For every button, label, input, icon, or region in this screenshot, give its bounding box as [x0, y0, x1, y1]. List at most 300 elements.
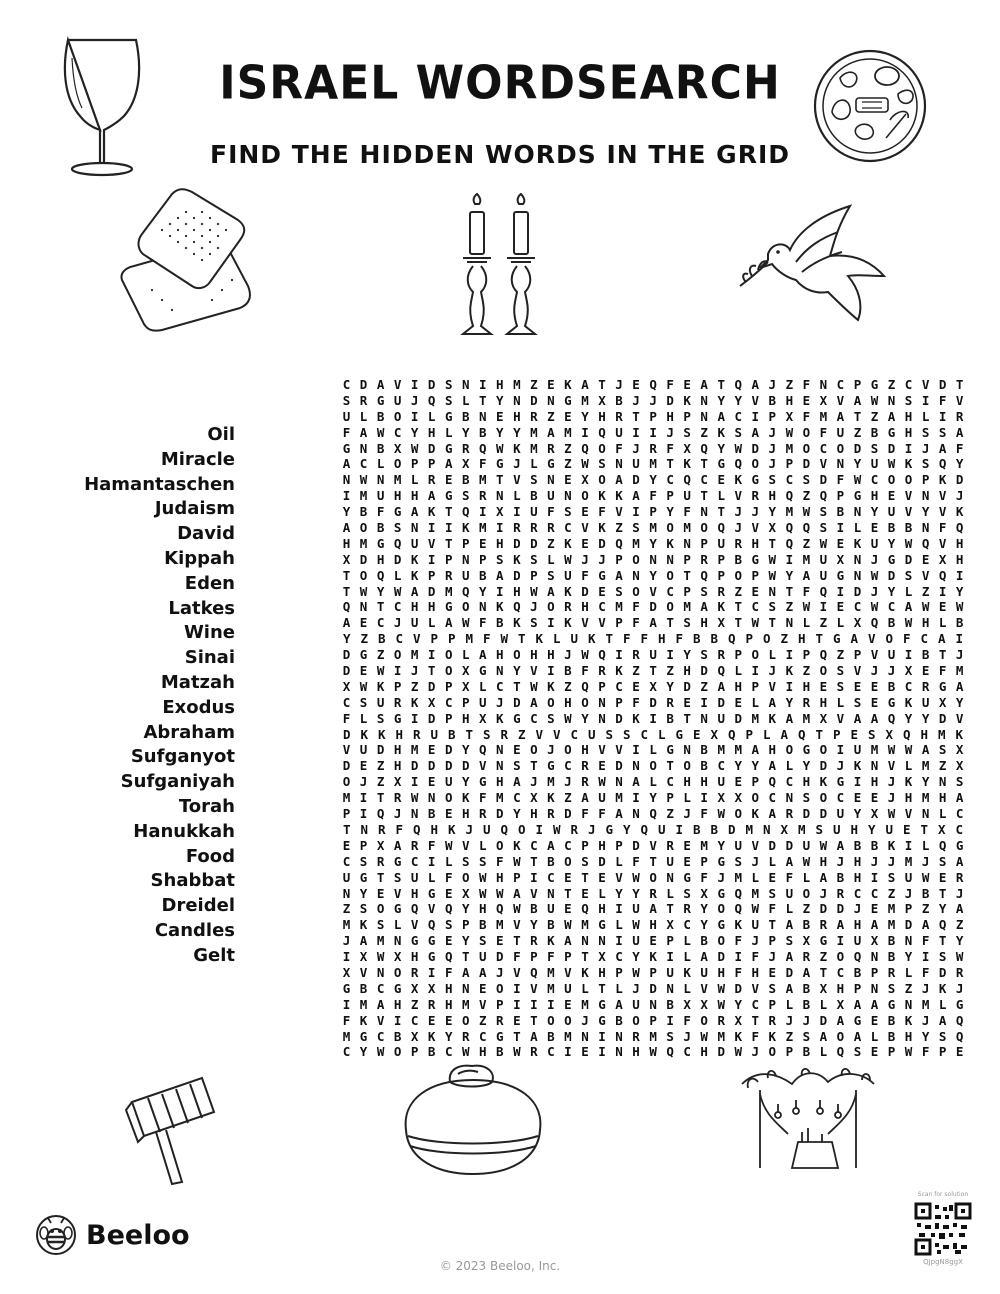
grid-cell: Q — [727, 631, 736, 647]
grid-cell: A — [785, 949, 794, 965]
grid-cell: N — [496, 663, 504, 679]
grid-cell: H — [751, 964, 760, 980]
grid-cell: R — [412, 726, 421, 742]
grid-cell: A — [342, 456, 351, 472]
grid-cell: C — [640, 726, 649, 742]
grid-cell: F — [802, 408, 811, 424]
grid-cell: U — [393, 392, 402, 408]
grid-cell: N — [632, 567, 640, 583]
grid-cell: W — [853, 472, 862, 488]
grid-cell: N — [700, 392, 708, 408]
grid-cell: Y — [887, 535, 896, 551]
grid-cell: T — [683, 710, 691, 726]
grid-cell: P — [666, 488, 674, 504]
grid-cell: X — [342, 551, 351, 567]
grid-cell: H — [410, 599, 419, 615]
grid-cell: W — [461, 1044, 470, 1060]
grid-cell: T — [444, 504, 453, 520]
grid-cell: G — [717, 917, 725, 933]
grid-cell: Y — [700, 901, 708, 917]
grid-cell: A — [615, 806, 623, 822]
grid-cell: S — [938, 424, 947, 440]
grid-cell: S — [615, 583, 623, 599]
grid-cell: X — [598, 392, 606, 408]
grid-cell: P — [717, 551, 725, 567]
grid-cell: O — [547, 694, 555, 710]
grid-cell: S — [359, 694, 368, 710]
grid-cell: M — [530, 424, 538, 440]
grid-cell: L — [649, 742, 657, 758]
grid-cell: O — [581, 488, 589, 504]
grid-cell: D — [513, 694, 521, 710]
grid-cell: D — [461, 758, 470, 774]
grid-cell: X — [427, 980, 436, 996]
grid-cell: F — [342, 710, 351, 726]
grid-cell: R — [581, 774, 589, 790]
grid-cell: L — [717, 488, 725, 504]
grid-cell: Z — [904, 980, 913, 996]
grid-cell: U — [564, 980, 572, 996]
copyright-text: © 2023 Beeloo, Inc. — [439, 1259, 561, 1273]
grid-cell: S — [815, 821, 824, 837]
grid-row — [338, 393, 968, 409]
grid-cell: D — [342, 726, 351, 742]
grid-cell: T — [564, 885, 572, 901]
grid-cell: Y — [649, 567, 657, 583]
grid-cell: R — [581, 758, 589, 774]
grid-cell: L — [683, 980, 691, 996]
grid-cell: L — [762, 726, 771, 742]
grid-cell: Z — [921, 583, 930, 599]
grid-cell: N — [700, 504, 708, 520]
grid-cell: V — [615, 742, 623, 758]
grid-cell: M — [745, 821, 754, 837]
grid-cell: I — [836, 583, 845, 599]
grid-cell: A — [785, 710, 794, 726]
grid-cell: L — [552, 631, 561, 647]
grid-cell: F — [547, 949, 555, 965]
grid-cell: B — [802, 996, 811, 1012]
grid-cell: N — [887, 392, 896, 408]
grid-cell: D — [717, 694, 725, 710]
grid-cell: V — [836, 392, 845, 408]
grid-cell: P — [836, 488, 845, 504]
grid-cell: B — [692, 631, 701, 647]
grid-cell: M — [921, 790, 930, 806]
grid-cell: G — [393, 710, 402, 726]
grid-cell: N — [938, 774, 947, 790]
grid-cell: H — [410, 885, 419, 901]
grid-cell: S — [530, 551, 538, 567]
grid-cell: I — [342, 488, 351, 504]
grid-cell: Y — [955, 933, 964, 949]
grid-cell: Y — [461, 742, 470, 758]
grid-cell: R — [427, 996, 436, 1012]
grid-cell: R — [734, 535, 742, 551]
grid-cell: P — [666, 933, 674, 949]
grid-cell: P — [444, 678, 453, 694]
grid-cell: X — [836, 996, 845, 1012]
grid-cell: R — [410, 964, 419, 980]
grid-cell: P — [904, 901, 913, 917]
grid-cell: R — [461, 1028, 470, 1044]
grid-cell: H — [410, 949, 419, 965]
grid-cell: D — [530, 535, 538, 551]
grid-cell: H — [853, 869, 862, 885]
grid-cell: A — [632, 774, 640, 790]
grid-cell: K — [410, 551, 419, 567]
grid-row — [338, 997, 968, 1013]
grid-cell: P — [615, 837, 623, 853]
grid-cell: G — [376, 535, 385, 551]
grid-cell: W — [955, 599, 964, 615]
grid-cell: N — [496, 758, 504, 774]
grid-cell: P — [768, 933, 777, 949]
grid-cell: K — [377, 726, 386, 742]
grid-cell: J — [581, 551, 589, 567]
grid-cell: G — [496, 1028, 504, 1044]
grid-cell: Y — [867, 821, 876, 837]
grid-cell: T — [530, 758, 538, 774]
grid-cell: D — [496, 949, 504, 965]
grid-cell: P — [513, 869, 521, 885]
grid-cell: Q — [902, 726, 911, 742]
grid-cell: P — [751, 567, 760, 583]
grid-cell: K — [513, 440, 521, 456]
grid-cell: Q — [768, 774, 777, 790]
grid-cell: D — [938, 964, 947, 980]
grid-cell: Q — [785, 520, 794, 536]
grid-cell: Q — [700, 440, 708, 456]
grid-cell: R — [598, 663, 606, 679]
grid-cell: W — [376, 1044, 385, 1060]
grid-cell: K — [376, 678, 385, 694]
candlesticks-icon — [455, 192, 550, 342]
grid-cell: S — [683, 885, 691, 901]
grid-cell: P — [751, 774, 760, 790]
grid-cell: D — [427, 583, 436, 599]
grid-cell: T — [461, 949, 470, 965]
grid-cell: N — [461, 980, 470, 996]
grid-cell: B — [700, 758, 708, 774]
grid-cell: X — [870, 933, 879, 949]
grid-cell: R — [717, 1012, 725, 1028]
grid-cell: J — [649, 392, 657, 408]
grid-cell: H — [342, 535, 351, 551]
grid-cell: H — [581, 742, 589, 758]
grid-cell: O — [649, 869, 657, 885]
grid-cell: E — [802, 392, 811, 408]
grid-cell: Y — [802, 758, 811, 774]
grid-cell: Y — [461, 424, 470, 440]
grid-cell: G — [444, 599, 453, 615]
grid-cell: P — [683, 583, 691, 599]
grid-cell: P — [853, 980, 862, 996]
grid-cell: C — [570, 726, 579, 742]
grid-cell: H — [850, 821, 859, 837]
grid-cell: Z — [785, 1028, 794, 1044]
grid-cell: N — [700, 408, 708, 424]
grid-cell: E — [513, 742, 521, 758]
grid-cell: U — [683, 488, 691, 504]
grid-cell: U — [410, 615, 419, 631]
grid-cell: T — [938, 647, 947, 663]
grid-cell: U — [751, 917, 760, 933]
grid-cell: A — [938, 440, 947, 456]
grid-row — [338, 758, 968, 774]
grid-cell: Y — [683, 647, 691, 663]
grid-cell: D — [530, 392, 538, 408]
grid-cell: H — [904, 790, 913, 806]
grid-cell: R — [632, 1028, 640, 1044]
grid-cell: A — [479, 647, 487, 663]
grid-cell: M — [785, 504, 794, 520]
grid-cell: R — [955, 964, 964, 980]
grid-cell: N — [666, 551, 674, 567]
grid-cell: E — [581, 885, 589, 901]
grid-cell: C — [393, 424, 402, 440]
grid-cell: K — [887, 837, 896, 853]
grid-cell: S — [683, 424, 691, 440]
qr-code-id: QJpgN8ggX — [923, 1258, 963, 1266]
grid-cell: N — [762, 821, 771, 837]
grid-cell: M — [615, 599, 623, 615]
grid-cell: G — [598, 1012, 606, 1028]
grid-cell: E — [850, 726, 859, 742]
page-title: ISRAEL WORDSEARCH — [219, 56, 781, 111]
grid-cell: E — [564, 472, 572, 488]
grid-cell: O — [342, 774, 351, 790]
grid-cell: W — [887, 742, 896, 758]
grid-cell: K — [666, 535, 674, 551]
grid-cell: Q — [581, 678, 589, 694]
word-list-item: Miracle — [160, 448, 235, 470]
grid-cell: V — [581, 520, 589, 536]
grid-cell: W — [632, 964, 640, 980]
grid-cell: S — [530, 615, 538, 631]
grid-cell: K — [649, 949, 657, 965]
grid-cell: U — [632, 456, 640, 472]
grid-cell: I — [666, 647, 674, 663]
grid-cell: H — [768, 488, 777, 504]
grid-cell: Q — [717, 663, 725, 679]
grid-cell: Y — [921, 710, 930, 726]
word-list-item: Food — [185, 845, 235, 867]
grid-cell: K — [496, 710, 504, 726]
grid-cell: Y — [342, 631, 351, 647]
grid-cell: Z — [836, 647, 845, 663]
grid-cell: M — [342, 1028, 351, 1044]
grid-cell: O — [762, 631, 771, 647]
grid-cell: Y — [768, 504, 777, 520]
grid-cell: Y — [751, 758, 760, 774]
grid-cell: R — [500, 726, 509, 742]
word-list-item: Latkes — [168, 597, 235, 619]
grid-cell: J — [530, 774, 538, 790]
grid-cell: E — [853, 678, 862, 694]
grid-cell: K — [785, 663, 794, 679]
grid-cell: C — [564, 520, 572, 536]
grid-cell: P — [717, 567, 725, 583]
grid-cell: S — [359, 853, 368, 869]
grid-cell: C — [836, 377, 845, 392]
grid-cell: X — [530, 790, 538, 806]
grid-cell: E — [581, 535, 589, 551]
grid-cell: X — [649, 678, 657, 694]
grid-cell: X — [717, 615, 725, 631]
grid-cell: F — [785, 869, 794, 885]
grid-cell: C — [547, 1044, 555, 1060]
grid-cell: E — [547, 377, 555, 392]
grid-cell: H — [632, 1044, 640, 1060]
grid-cell: K — [535, 631, 544, 647]
grid-cell: K — [581, 964, 589, 980]
grid-row — [338, 441, 968, 457]
grid-cell: L — [598, 885, 606, 901]
grid-cell: G — [342, 980, 351, 996]
grid-cell: P — [430, 631, 439, 647]
grid-cell: I — [496, 583, 504, 599]
grid-cell: D — [904, 917, 913, 933]
grid-cell: S — [921, 456, 930, 472]
grid-cell: B — [479, 917, 487, 933]
grid-cell: U — [479, 694, 487, 710]
grid-cell: I — [870, 869, 879, 885]
grid-cell: Z — [666, 663, 674, 679]
grid-cell: P — [564, 949, 572, 965]
grid-cell: C — [376, 1028, 385, 1044]
grid-cell: W — [734, 440, 742, 456]
wine-glass-icon — [58, 38, 148, 178]
grid-cell: P — [615, 615, 623, 631]
grid-cell: Y — [513, 424, 521, 440]
grid-cell: L — [393, 567, 402, 583]
grid-cell: P — [768, 408, 777, 424]
grid-cell: L — [938, 996, 947, 1012]
grid-cell: U — [921, 694, 930, 710]
grid-cell: O — [717, 901, 725, 917]
grid-cell: F — [751, 949, 760, 965]
grid-cell: T — [530, 853, 538, 869]
grid-cell: Q — [836, 1044, 845, 1060]
grid-cell: Y — [666, 678, 674, 694]
grid-cell: X — [581, 472, 589, 488]
grid-cell: O — [802, 424, 811, 440]
grid-cell: E — [768, 964, 777, 980]
grid-cell: U — [904, 869, 913, 885]
grid-cell: Q — [955, 1012, 964, 1028]
grid-cell: W — [802, 853, 811, 869]
grid-cell: F — [496, 853, 504, 869]
grid-cell: I — [479, 377, 487, 392]
grid-cell: G — [547, 758, 555, 774]
grid-cell: Q — [921, 535, 930, 551]
grid-cell: X — [955, 758, 964, 774]
grid-cell: P — [785, 456, 794, 472]
grid-cell: I — [836, 520, 845, 536]
grid-cell: U — [430, 726, 439, 742]
grid-cell: M — [444, 583, 453, 599]
grid-cell: T — [815, 726, 824, 742]
grid-cell: F — [427, 837, 436, 853]
grid-cell: I — [410, 710, 419, 726]
grid-cell: F — [683, 504, 691, 520]
grid-cell: X — [461, 885, 470, 901]
qr-code-icon[interactable] — [915, 1203, 971, 1255]
grid-cell: D — [717, 949, 725, 965]
grid-cell: J — [751, 1044, 760, 1060]
grid-cell: E — [632, 377, 640, 392]
grid-cell: V — [938, 488, 947, 504]
grid-cell: I — [564, 1044, 572, 1060]
grid-cell: P — [649, 408, 657, 424]
grid-cell: Y — [359, 1044, 368, 1060]
grid-cell: S — [867, 726, 876, 742]
grid-cell: V — [564, 964, 572, 980]
grid-cell: L — [768, 647, 777, 663]
grid-cell: N — [598, 694, 606, 710]
grid-cell: S — [393, 520, 402, 536]
grid-cell: P — [887, 1044, 896, 1060]
grid-cell: E — [955, 1044, 964, 1060]
grid-cell: P — [444, 710, 453, 726]
grid-cell: O — [632, 1012, 640, 1028]
grid-cell: J — [751, 853, 760, 869]
grid-cell: I — [547, 615, 555, 631]
grid-cell: L — [547, 551, 555, 567]
grid-cell: F — [921, 964, 930, 980]
grid-cell: L — [734, 663, 742, 679]
grid-cell: N — [564, 488, 572, 504]
grid-cell: J — [410, 392, 419, 408]
grid-cell: C — [666, 583, 674, 599]
grid-cell: Q — [938, 917, 947, 933]
grid-cell: F — [649, 488, 657, 504]
grid-cell: M — [649, 520, 657, 536]
grid-cell: Q — [427, 917, 436, 933]
grid-cell: H — [547, 647, 555, 663]
grid-cell: G — [887, 424, 896, 440]
grid-cell: I — [675, 821, 684, 837]
grid-cell: Q — [938, 837, 947, 853]
grid-cell: W — [887, 806, 896, 822]
grid-cell: J — [632, 980, 640, 996]
grid-cell: Q — [500, 821, 509, 837]
grid-cell: D — [632, 837, 640, 853]
grid-cell: L — [427, 869, 436, 885]
grid-cell: O — [904, 472, 913, 488]
grid-cell: O — [461, 1012, 470, 1028]
grid-cell: O — [768, 1044, 777, 1060]
grid-cell: L — [513, 488, 521, 504]
grid-cell: S — [359, 901, 368, 917]
grid-cell: Y — [615, 885, 623, 901]
grid-cell: R — [530, 933, 538, 949]
grid-cell: Y — [785, 567, 794, 583]
grid-cell: Q — [734, 456, 742, 472]
grid-cell: T — [342, 821, 351, 837]
grid-cell: V — [819, 456, 828, 472]
grid-cell: R — [819, 917, 828, 933]
grid-cell: T — [342, 567, 351, 583]
grid-cell: A — [700, 599, 708, 615]
grid-cell: W — [904, 742, 913, 758]
grid-cell: H — [376, 551, 385, 567]
grid-cell: Y — [785, 694, 794, 710]
grid-cell: G — [751, 472, 760, 488]
grid-cell: I — [751, 663, 760, 679]
grid-cell: B — [887, 1012, 896, 1028]
